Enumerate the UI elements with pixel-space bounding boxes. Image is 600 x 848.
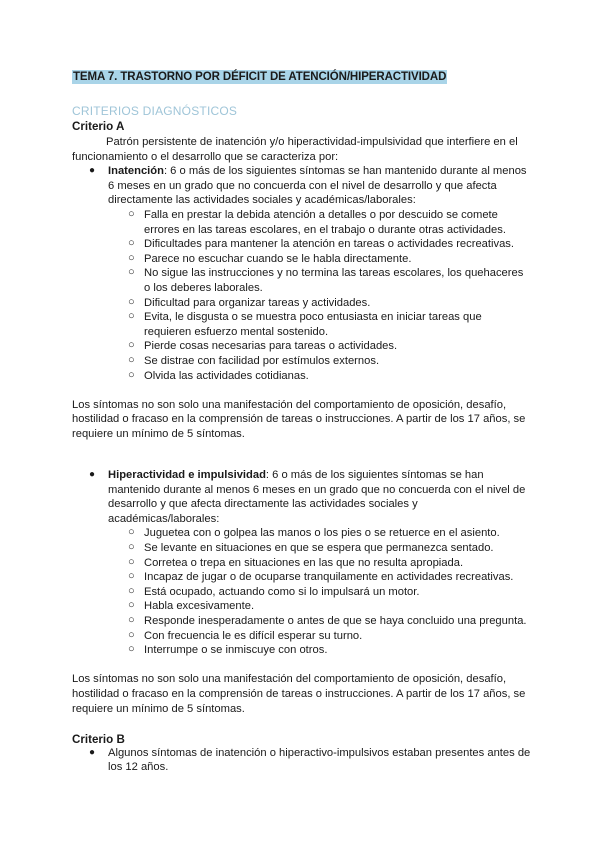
symptom-item bbox=[108, 643, 532, 658]
criterio-b-text: Algunos síntomas de inatención o hiperactivo-impulsivos estaban presentes antes de los 12 años. bbox=[108, 746, 531, 774]
symptom-item bbox=[108, 208, 532, 237]
symptom-item bbox=[108, 526, 532, 541]
criterio-a-list-inatencion bbox=[72, 164, 532, 383]
symptom-text: Pierde cosas necesarias para tareas o actividades. bbox=[144, 340, 398, 353]
symptom-item bbox=[108, 252, 532, 267]
symptom-item bbox=[108, 585, 532, 600]
symptom-item bbox=[108, 629, 532, 644]
circle-bullet-icon: ○ bbox=[128, 614, 135, 626]
symptom-text: Se levante en situaciones en que se espera que permanezca sentado. bbox=[144, 542, 494, 555]
symptom-text: Juguetea con o golpea las manos o los pies o se retuerce en el asiento. bbox=[144, 527, 500, 540]
note-hiperactividad: Los síntomas no son solo una manifestación del comportamiento de oposición, desafío, hostilidad o fracaso en la comprensión de tareas o instrucciones. A partir de los 17 años, se requiere un mínimo de 5 síntomas. bbox=[72, 673, 526, 715]
document-page bbox=[72, 70, 532, 775]
circle-bullet-icon: ○ bbox=[128, 526, 135, 539]
symptom-text: Responde inesperadamente o antes de que se haya concluido una pregunta. bbox=[144, 615, 527, 627]
criterio-a-heading: Criterio A bbox=[72, 120, 125, 133]
circle-bullet-icon: ○ bbox=[128, 339, 135, 352]
hiperactividad-text: : 6 o más de los siguientes síntomas se han mantenido durante al menos 6 meses en un grado que no concuerda con el nivel de desarrollo y que afecta directamente las actividades sociales y académicas/laborales: bbox=[108, 469, 526, 525]
hiperactividad-symptom-list bbox=[108, 526, 532, 657]
circle-bullet-icon: ○ bbox=[128, 570, 135, 583]
symptom-item bbox=[108, 599, 532, 614]
symptom-item bbox=[108, 369, 532, 384]
symptom-text: Parece no escuchar cuando se le habla directamente. bbox=[144, 252, 412, 265]
circle-bullet-icon: ○ bbox=[128, 555, 135, 568]
list-item-inatencion bbox=[72, 164, 532, 383]
symptom-text: Olvida las actividades cotidianas. bbox=[144, 369, 309, 382]
circle-bullet-icon: ○ bbox=[128, 251, 135, 264]
symptom-item bbox=[108, 354, 532, 369]
circle-bullet-icon: ○ bbox=[128, 628, 135, 641]
symptom-text: Incapaz de jugar o de ocuparse tranquilamente en actividades recreativas. bbox=[144, 571, 514, 584]
hiperactividad-label: Hiperactividad e impulsividad bbox=[108, 469, 266, 482]
symptom-item bbox=[108, 339, 532, 354]
symptom-item bbox=[108, 296, 532, 311]
symptom-text: Interrumpe o se inmiscuye con otros. bbox=[144, 644, 328, 657]
circle-bullet-icon: ○ bbox=[128, 237, 135, 250]
circle-bullet-icon: ○ bbox=[128, 368, 135, 381]
symptom-item bbox=[108, 556, 532, 571]
symptom-text: Dificultad para organizar tareas y actividades. bbox=[144, 296, 371, 309]
circle-bullet-icon: ○ bbox=[128, 599, 135, 612]
symptom-item bbox=[108, 310, 532, 339]
inatencion-symptom-list bbox=[108, 208, 532, 383]
symptom-text: Está ocupado, actuando como si lo impulsará un motor. bbox=[144, 585, 420, 598]
list-item-hiperactividad bbox=[72, 468, 532, 658]
symptom-text: Corretea o trepa en situaciones en las que no resulta apropiada. bbox=[144, 556, 464, 569]
symptom-text: Se distrae con facilidad por estímulos externos. bbox=[144, 354, 380, 367]
symptom-item bbox=[108, 266, 532, 295]
inatencion-text: : 6 o más de los siguientes síntomas se han mantenido durante al menos 6 meses en un grado que no concuerda con el nivel de desarrollo y que afecta directamente las actividades sociales y académicas/laborales: bbox=[108, 165, 527, 207]
note-inatencion: Los síntomas no son solo una manifestación del comportamiento de oposición, desafío, hostilidad o fracaso en la comprensión de tareas o instrucciones. A partir de los 17 años, se requiere un mínimo de 5 síntomas. bbox=[72, 398, 526, 440]
document-title: TEMA 7. TRASTORNO POR DÉFICIT DE ATENCIÓN/HIPERACTIVIDAD bbox=[73, 71, 447, 83]
symptom-item bbox=[108, 237, 532, 252]
criterio-b-list bbox=[72, 746, 532, 775]
symptom-text: Evita, le disgusta o se muestra poco entusiasta en iniciar tareas que requieren esfuerzo mental sostenido. bbox=[144, 311, 482, 338]
symptom-text: Dificultades para mantener la atención en tareas o actividades recreativas. bbox=[144, 238, 515, 251]
symptom-text: No sigue las instrucciones y no termina las tareas escolares, los quehaceres o los deberes laborales. bbox=[144, 267, 524, 294]
symptom-text: Con frecuencia le es difícil esperar su turno. bbox=[144, 629, 363, 642]
circle-bullet-icon: ○ bbox=[128, 353, 135, 366]
circle-bullet-icon: ○ bbox=[128, 266, 135, 279]
section-heading: CRITERIOS DIAGNÓSTICOS bbox=[72, 104, 238, 118]
symptom-item bbox=[108, 570, 532, 585]
bullet-icon: ● bbox=[89, 469, 96, 481]
bullet-icon: ● bbox=[89, 165, 96, 177]
inatencion-label: Inatención bbox=[108, 165, 164, 178]
bullet-icon: ● bbox=[89, 746, 96, 758]
criterio-a-list-hiperactividad bbox=[72, 468, 532, 658]
criterio-b-heading: Criterio B bbox=[72, 732, 125, 746]
criterio-a-intro: Patrón persistente de inatención y/o hiperactividad-impulsividad que interfiere en el funcionamiento o el desarrollo que se caracteriza por: bbox=[72, 136, 518, 163]
circle-bullet-icon: ○ bbox=[128, 584, 135, 597]
symptom-item bbox=[108, 541, 532, 556]
circle-bullet-icon: ○ bbox=[128, 207, 135, 220]
circle-bullet-icon: ○ bbox=[128, 295, 135, 308]
symptom-text: Habla excesivamente. bbox=[144, 600, 255, 613]
symptom-text: Falla en prestar la debida atención a detalles o por descuido se comete errores en las tareas escolares, en el trabajo o durante otras actividades. bbox=[144, 208, 506, 236]
criterio-b-item bbox=[72, 746, 532, 775]
circle-bullet-icon: ○ bbox=[128, 310, 135, 323]
symptom-item bbox=[108, 614, 532, 629]
circle-bullet-icon: ○ bbox=[128, 643, 135, 656]
circle-bullet-icon: ○ bbox=[128, 541, 135, 554]
